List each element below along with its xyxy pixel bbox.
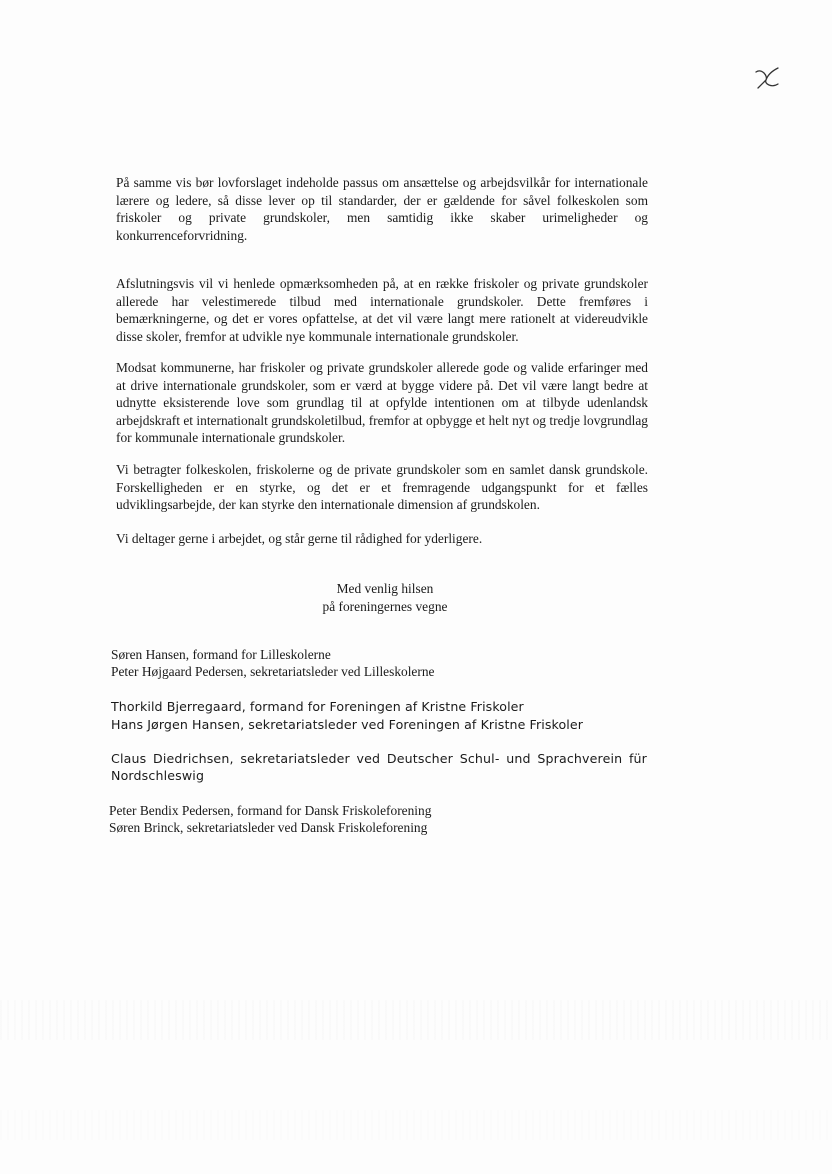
paragraph-danish-school-view: Vi betragter folkeskolen, friskolerne og de private grundskoler som en samlet dansk grundskole. Forskelligheden er en styrke, og det er et fremragende udgangspunkt for et fælles udviklingsarbejde, der kan styrke den internationale dimension af grundskolen. <box>116 462 648 512</box>
paragraph-closing-remarks: Afslutningsvis vil vi henlede opmærksomheden på, at en række friskoler og private grundskoler allerede har velestimerede tilbud med internationale grundskoler. Dette fremføres i bemærkningerne, og det er vores opfattelse, at det vil være langt mere rationelt at videreudvikle disse skoler, fremfor at udvikle nye kommunale internationale grundskoler. <box>116 276 648 344</box>
closing-greeting: Med venlig hilsen <box>336 581 434 596</box>
scan-noise <box>0 1110 832 1140</box>
signatory-line: Peter Bendix Pedersen, formand for Dansk Friskoleforening <box>109 803 432 818</box>
scan-noise <box>0 1000 832 1040</box>
paragraph-existing-experience: Modsat kommunerne, har friskoler og private grundskoler allerede gode og valide erfaringer med at drive internationale grundskoler, som er værd at bygge videre på. Det vil være langt bedre at udnytte eksisterende love som grundlag til at opfylde intentionen om at tilbyde udenlandsk arbejdskraft et internationalt grundskoletilbud, fremfor at opbygge et helt nyt og tredje lovgrundlag for kommunale internationale grundskoler. <box>116 360 648 445</box>
signatory-line: Søren Hansen, formand for Lilleskolerne <box>111 647 331 662</box>
paragraph-participation: Vi deltager gerne i arbejdet, og står gerne til rådighed for yderligere. <box>116 531 483 546</box>
handwritten-check-mark-icon <box>754 66 782 90</box>
signatory-line: Thorkild Bjerregaard, formand for Foreningen af Kristne Friskoler <box>111 699 524 714</box>
signatory-line: Peter Højgaard Pedersen, sekretariatsleder ved Lilleskolerne <box>111 664 435 679</box>
signatory-line: Søren Brinck, sekretariatsleder ved Dansk Friskoleforening <box>109 820 428 835</box>
closing-on-behalf: på foreningernes vegne <box>322 599 448 614</box>
paragraph-employment-conditions: På samme vis bør lovforslaget indeholde passus om ansættelse og arbejdsvilkår for internationale lærere og ledere, så disse lever op til standarder, der er gældende for såvel folkeskolen som friskoler og private grundskoler, men samtidig ikke skaber urimeligheder og konkurrenceforvridning. <box>116 175 648 243</box>
signatory-line: Hans Jørgen Hansen, sekretariatsleder ved Foreningen af Kristne Friskoler <box>111 717 583 732</box>
signatory-line: Claus Diedrichsen, sekretariatsleder ved Deutscher Schul- und Sprachverein für Nordschleswig <box>111 751 647 783</box>
